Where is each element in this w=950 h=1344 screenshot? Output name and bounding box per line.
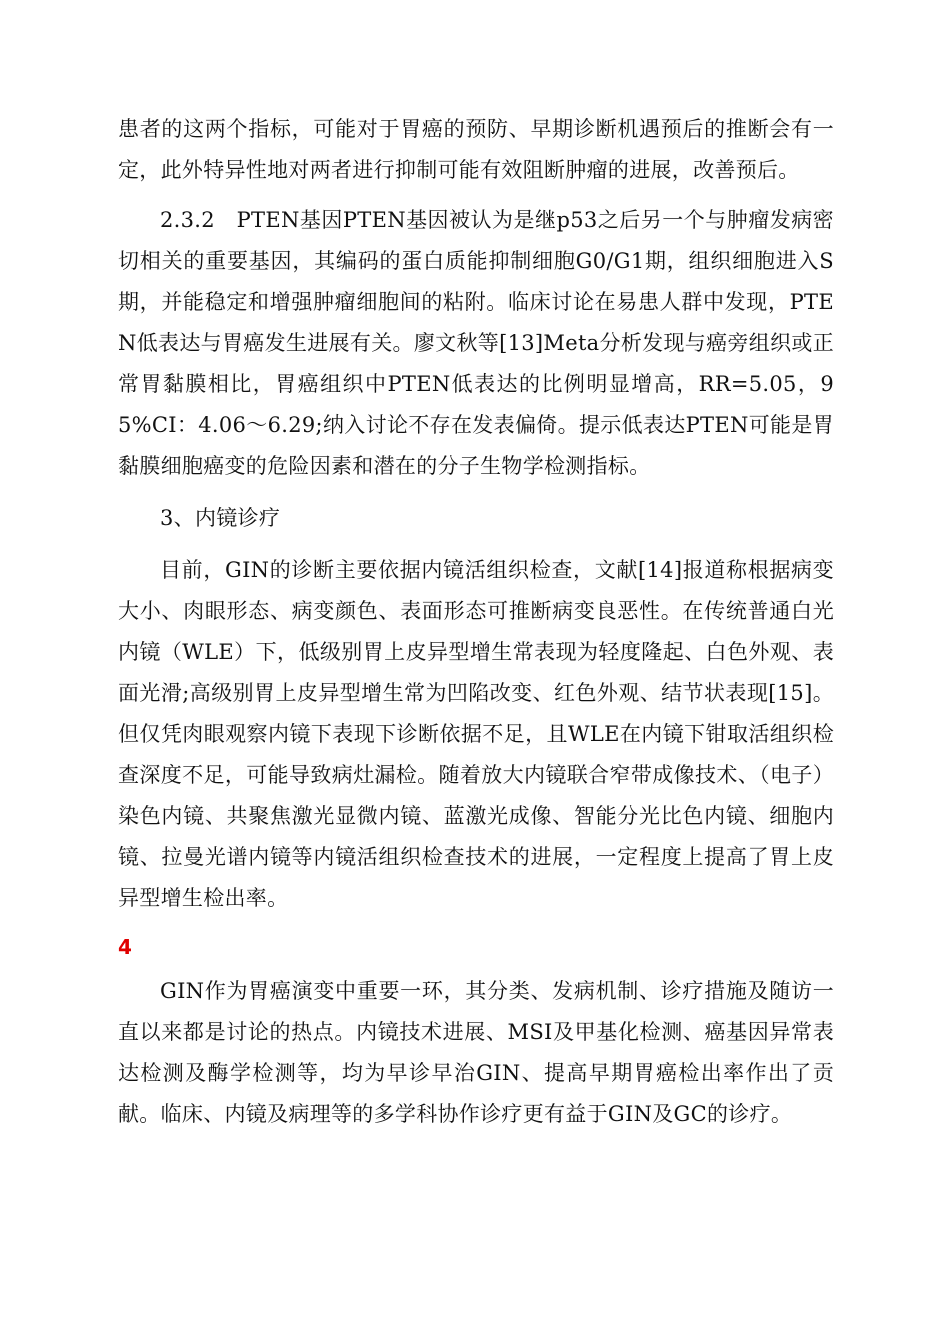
section-heading-endoscopy: 3、内镜诊疗 (160, 506, 281, 530)
section-number-4: 4 (118, 935, 132, 959)
paragraph-endoscopy: 目前，GIN的诊断主要依据内镜活组织检查，文献[14]报道称根据病变大小、肉眼形态、病变颜色、表面形态可推断病变良恶性。在传统普通白光内镜（WLE）下，低级别胃上皮异型增生常表现为轻度隆起、白色外观、表面光滑;高级别胃上皮异型增生常为凹陷改变、红色外观、结节状表现[15]。但仅凭肉眼观察内镜下表现下诊断依据不足，且WLE在内镜下钳取活组织检查深度不足，可能导致病灶漏检。随着放大内镜联合窄带成像技术、（电子）染色内镜、共聚焦激光显微内镜、蓝激光成像、智能分光比色内镜、细胞内镜、拉曼光谱内镜等内镜活组织检查技术的进展，一定程度上提高了胃上皮异型增生检出率。 (118, 558, 834, 910)
document-page (118, 109, 834, 1135)
paragraph-pten: 2.3.2 PTEN基因PTEN基因被认为是继p53之后另一个与肿瘤发病密切相关的重要基因，其编码的蛋白质能抑制细胞G0/G1期，组织细胞进入S期，并能稳定和增强肿瘤细胞间的粘附。临床讨论在易患人群中发现，PTEN低表达与胃癌发生进展有关。廖文秋等[13]Meta分析发现与癌旁组织或正常胃黏膜相比，胃癌组织中PTEN低表达的比例明显增高，RR=5.05，95%CI：4.06～6.29;纳入讨论不存在发表偏倚。提示低表达PTEN可能是胃黏膜细胞癌变的危险因素和潜在的分子生物学检测指标。 (118, 208, 834, 478)
paragraph-continuation: 患者的这两个指标，可能对于胃癌的预防、早期诊断机遇预后的推断会有一定，此外特异性地对两者进行抑制可能有效阻断肿瘤的进展，改善预后。 (118, 117, 834, 182)
paragraph-conclusion: GIN作为胃癌演变中重要一环，其分类、发病机制、诊疗措施及随访一直以来都是讨论的热点。内镜技术进展、MSI及甲基化检测、癌基因异常表达检测及酶学检测等，均为早诊早治GIN、提高早期胃癌检出率作出了贡献。临床、内镜及病理等的多学科协作诊疗更有益于GIN及GC的诊疗。 (118, 979, 834, 1126)
